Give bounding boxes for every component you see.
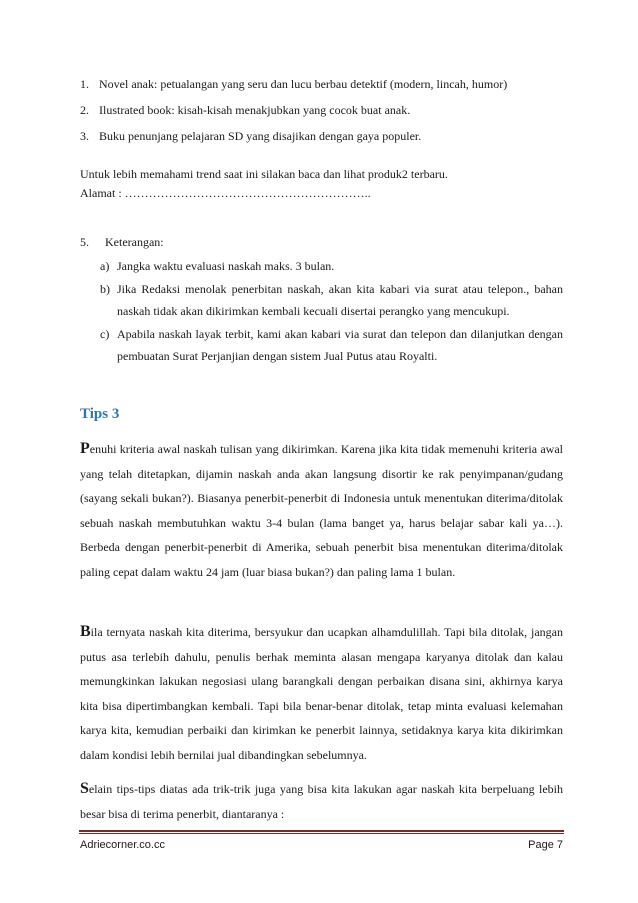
address-line: Alamat : …………………………………………………….. — [80, 186, 371, 200]
footer-site: Adriecorner.co.cc — [80, 839, 165, 851]
footer-page-number: Page 7 — [528, 839, 563, 851]
list-number: 3. — [80, 129, 89, 143]
drop-cap: P — [80, 440, 90, 457]
keterangan-heading — [80, 235, 164, 250]
paragraph — [80, 777, 563, 826]
keterangan-list — [100, 255, 563, 368]
item-text: Apabila naskah layak terbit, kami akan kabari via surat dan telepon dan dilanjutkan dengan pembuatan Surat Perjanjian dengan sistem Jual Putus atau Royalti. — [117, 327, 563, 363]
keterangan-item — [100, 278, 563, 322]
list-item — [80, 97, 580, 123]
item-text: Jika Redaksi menolak penerbitan naskah, akan kita kabari via surat atau telepon., bahan naskah tidak akan dikirimkan kembali kecuali disertai perangko yang mencukupi. — [117, 282, 563, 318]
item-marker: a) — [100, 259, 110, 273]
paragraph-text: ila ternyata naskah kita diterima, bersyukur dan ucapkan alhamdulillah. Tapi bila ditolak, jangan putus asa terlebih dahulu, penulis berhak meminta alasan mengapa karyanya ditolak dan kalau memungkinkan lakukan negosiasi ulang barangkali dengan perbaikan disana sini, akhirnya karya kita bisa dipertimbangkan kembali. Tapi bila benar-benar ditolak, tetap minta evaluasi kelemahan karya kita, kemudian perbaiki dan kirimkan ke penerbit lainnya, setidaknya karya kita dikirimkan dalam kondisi lebih bernilai jual dibandingkan sebelumnya. — [80, 625, 563, 762]
item-marker: c) — [100, 327, 110, 341]
item-text: Jangka waktu evaluasi naskah maks. 3 bulan. — [117, 259, 335, 273]
keterangan-number: 5. — [80, 235, 89, 249]
item-marker: b) — [100, 282, 110, 296]
drop-cap: S — [80, 780, 89, 797]
section-heading: Tips 3 — [80, 406, 120, 422]
list-number: 1. — [80, 77, 89, 91]
keterangan-item — [100, 323, 563, 367]
drop-cap: B — [80, 623, 91, 640]
paragraph — [80, 437, 563, 584]
keterangan-item — [100, 255, 563, 277]
paragraph — [80, 620, 563, 767]
list-text: Novel anak: petualangan yang seru dan lucu berbau detektif (modern, lincah, humor) — [99, 77, 508, 91]
keterangan-label: Keterangan: — [105, 235, 164, 249]
numbered-list — [80, 71, 580, 149]
list-item — [80, 123, 580, 149]
paragraph-text: enuhi kriteria awal naskah tulisan yang dikirimkan. Karena jika kita tidak memenuhi kriteria awal yang telah ditetapkan, dijamin naskah anda akan langsung disortir ke rak penyimpanan/gudang (sayang sekali bukan?). Biasanya penerbit-penerbit di Indonesia untuk menentukan diterima/ditolak sebuah naskah membutuhkan waktu 3-4 bulan (lama banget ya, harus belajar sabar kali ya…). Berbeda dengan penerbit-penerbit di Amerika, sebuah penerbit bisa menentukan diterima/ditolak paling cepat dalam waktu 24 jam (luar biasa bukan?) dan paling lama 1 bulan. — [80, 442, 563, 579]
list-number: 2. — [80, 103, 89, 117]
list-item — [80, 71, 580, 97]
list-text: Buku penunjang pelajaran SD yang disajikan dengan gaya populer. — [99, 129, 422, 143]
intro-line: Untuk lebih memahami trend saat ini silakan baca dan lihat produk2 terbaru. — [80, 167, 448, 181]
list-text: Ilustrated book: kisah-kisah menakjubkan yang cocok buat anak. — [99, 103, 411, 117]
paragraph-text: elain tips-tips diatas ada trik-trik juga yang bisa kita lakukan agar naskah kita berpeluang lebih besar bisa di terima penerbit, diantaranya : — [80, 782, 563, 821]
footer-divider — [79, 830, 564, 834]
